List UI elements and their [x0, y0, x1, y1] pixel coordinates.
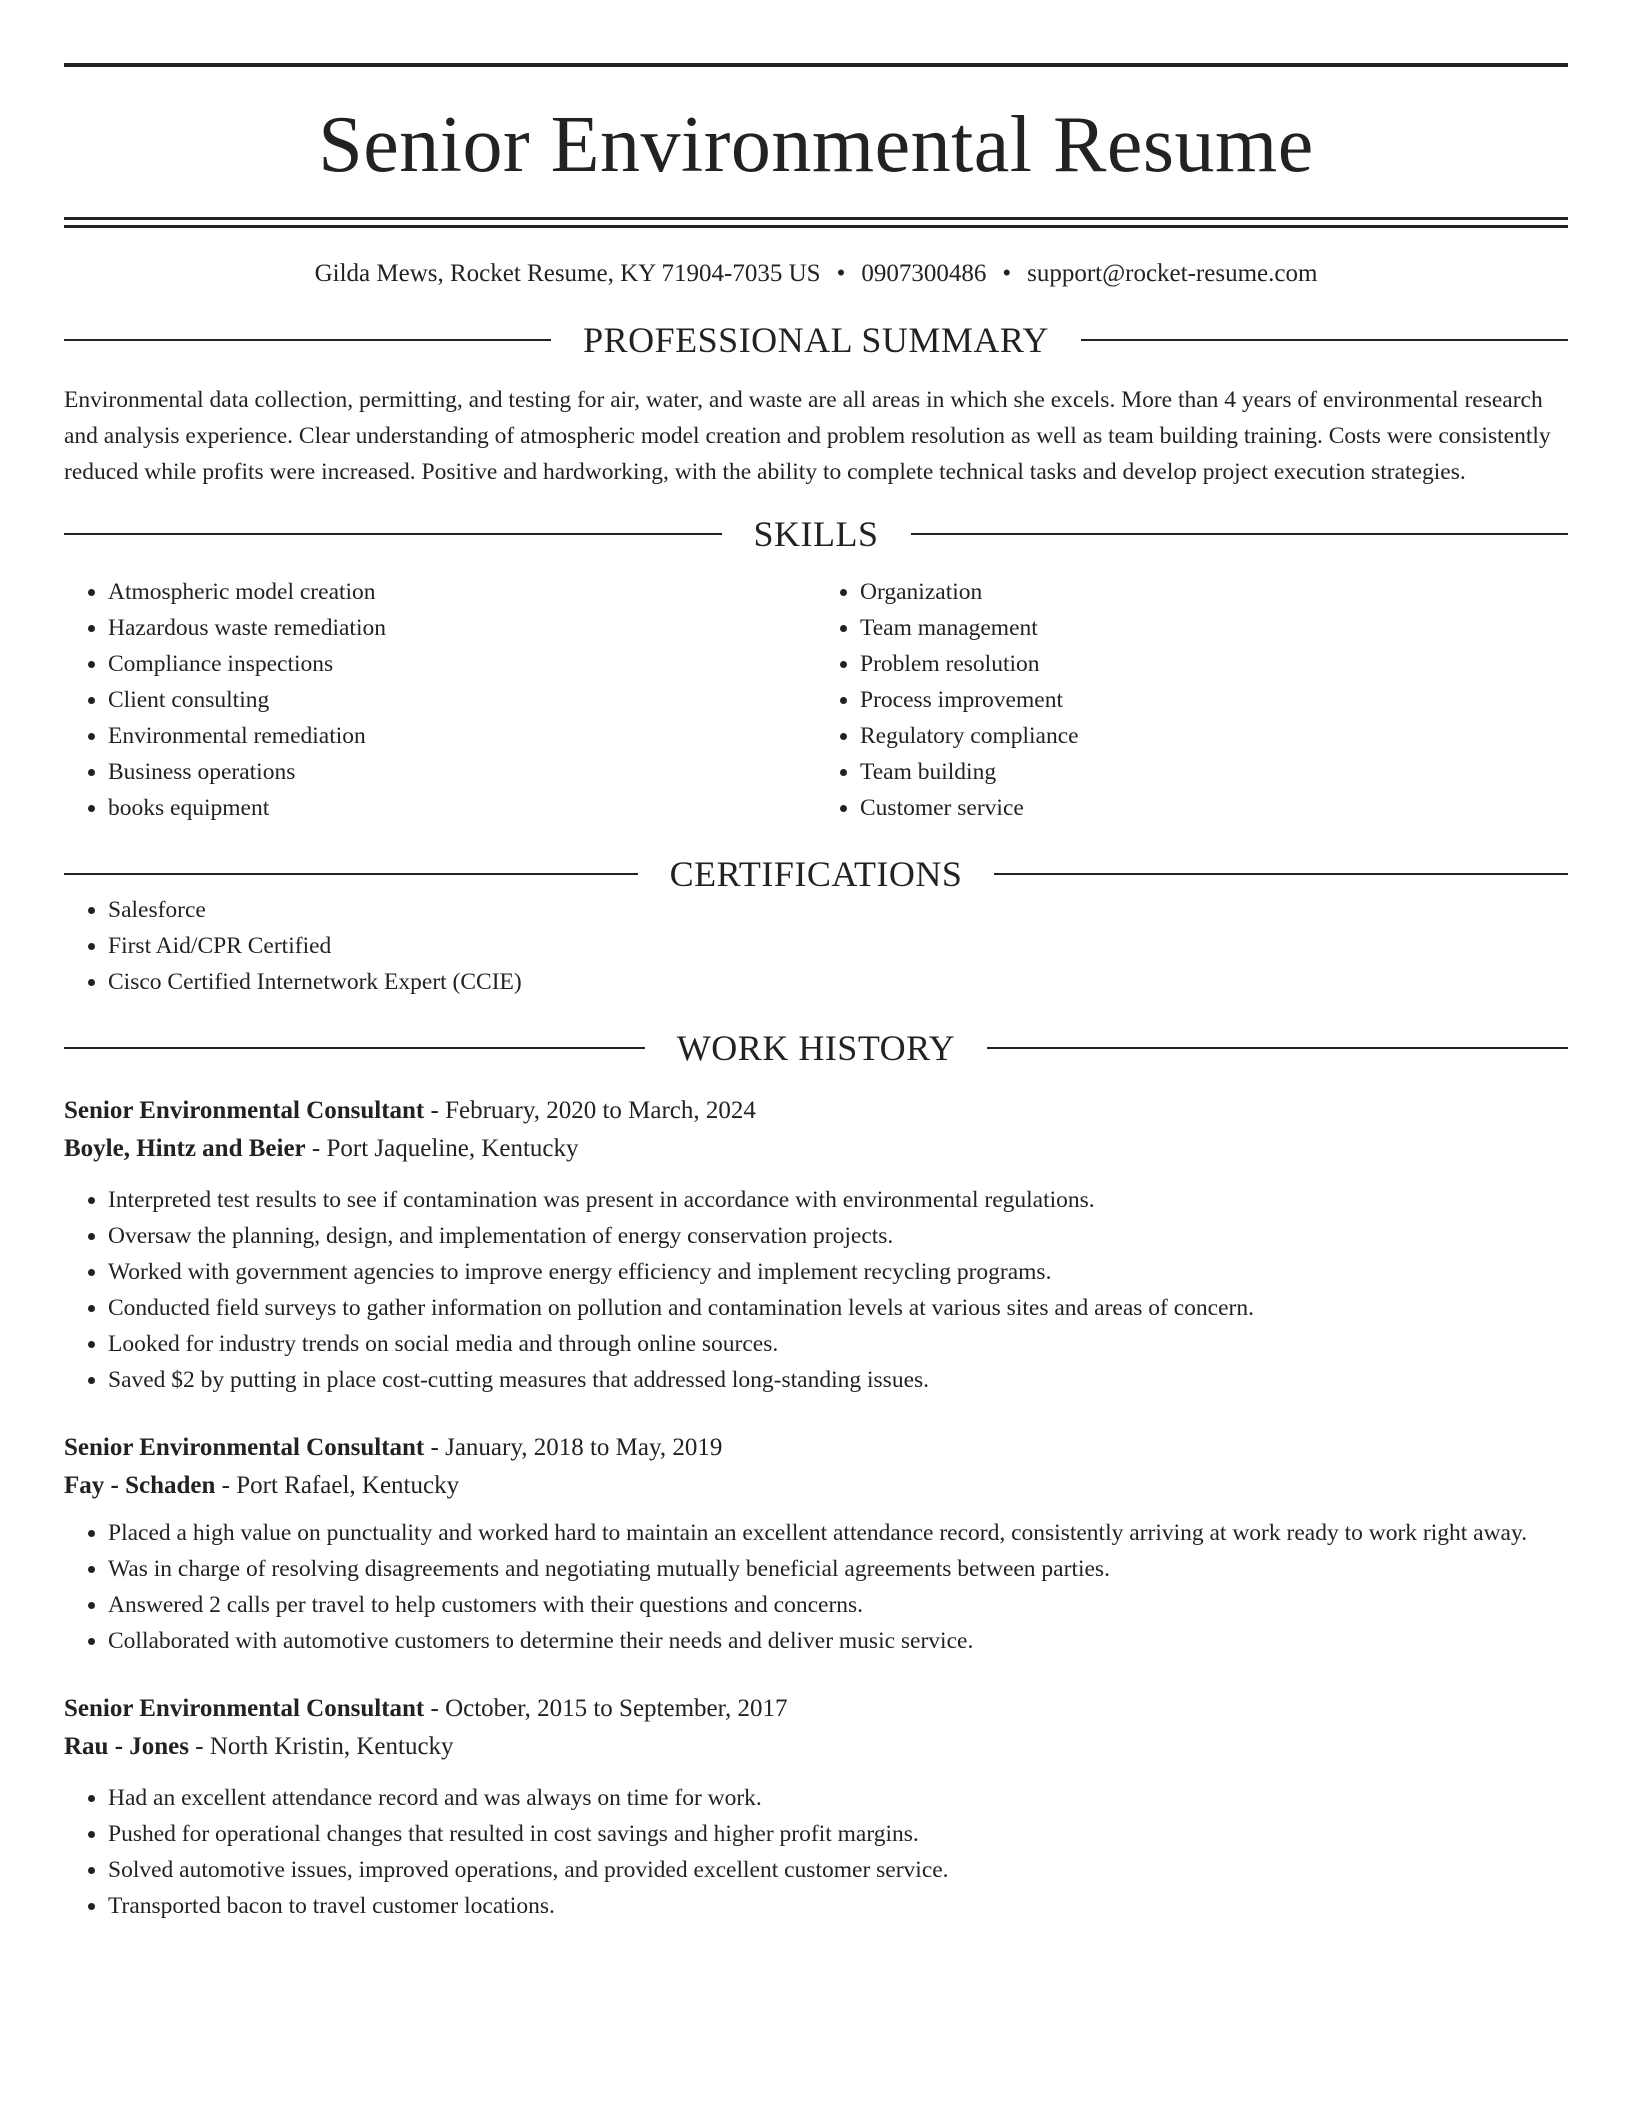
- skills-column-right: [816, 574, 1568, 826]
- skills-list-right: [816, 574, 1568, 826]
- section-title-certifications: CERTIFICATIONS: [669, 854, 963, 894]
- section-header-skills: [64, 516, 1568, 552]
- job-title-line: [64, 1429, 1568, 1467]
- contact-address: Gilda Mews, Rocket Resume, KY 71904-7035 US: [314, 260, 821, 287]
- skill-item: • Atmospheric model creation: [108, 574, 816, 610]
- job-bullets: [64, 1780, 1568, 1924]
- skill-item: • Regulatory compliance: [860, 718, 1568, 754]
- skill-item: • Organization: [860, 574, 1568, 610]
- skill-item: • Environmental remediation: [108, 718, 816, 754]
- job-dates: - January, 2018 to May, 2019: [424, 1434, 723, 1461]
- section-header-certifications: [64, 856, 1568, 892]
- divider-line: [64, 873, 638, 875]
- contact-phone: 0907300486: [861, 260, 987, 287]
- divider-line: [911, 533, 1569, 535]
- skill-item: • Business operations: [108, 754, 816, 790]
- job-bullet: • Was in charge of resolving disagreements and negotiating mutually beneficial agreements between parties.: [108, 1551, 1568, 1587]
- certifications-list: [64, 892, 1568, 1000]
- job-title: Senior Environmental Consultant: [64, 1097, 425, 1124]
- divider-line: [64, 1047, 645, 1049]
- resume-header: [64, 0, 1568, 228]
- section-title-summary: PROFESSIONAL SUMMARY: [583, 320, 1049, 360]
- job-bullet: • Worked with government agencies to improve energy efficiency and implement recycling programs.: [108, 1254, 1568, 1290]
- job-location: - Port Jaqueline, Kentucky: [305, 1135, 579, 1162]
- skill-item: • Problem resolution: [860, 646, 1568, 682]
- job-title-line: [64, 1690, 1568, 1728]
- skill-item: • books equipment: [108, 790, 816, 826]
- job-bullet: • Conducted field surveys to gather information on pollution and contamination levels at various sites and areas of concern.: [108, 1290, 1568, 1326]
- job-dates: - February, 2020 to March, 2024: [424, 1097, 756, 1124]
- divider-line: [1081, 339, 1568, 341]
- divider-line: [64, 339, 551, 341]
- job-bullet: • Oversaw the planning, design, and implementation of energy conservation projects.: [108, 1218, 1568, 1254]
- contact-separator: •: [836, 260, 846, 287]
- skill-item: • Hazardous waste remediation: [108, 610, 816, 646]
- job-company: Rau - Jones: [64, 1733, 190, 1760]
- contact-line: [64, 261, 1568, 286]
- skill-item: • Compliance inspections: [108, 646, 816, 682]
- summary-text: Environmental data collection, permitting, and testing for air, water, and waste are all areas in which she excels. More than 4 years of environmental research and analysis experience. Clear understanding of atmospheric model creation and problem resolution as well as team building training. Costs were consistently reduced while profits were increased. Positive and hardworking, with the ability to complete technical tasks and develop project execution strategies.: [64, 387, 1551, 485]
- certification-item: • First Aid/CPR Certified: [108, 928, 1568, 964]
- job-bullets: [64, 1182, 1568, 1398]
- job-entry: [64, 1690, 1568, 1924]
- job-bullets: [64, 1515, 1568, 1659]
- job-bullet: • Solved automotive issues, improved operations, and provided excellent customer service.: [108, 1852, 1568, 1888]
- job-bullet: • Had an excellent attendance record and was always on time for work.: [108, 1780, 1568, 1816]
- job-bullet: • Looked for industry trends on social media and through online sources.: [108, 1326, 1568, 1362]
- job-bullet: • Saved $2 by putting in place cost-cutting measures that addressed long-standing issues.: [108, 1362, 1568, 1398]
- job-title: Senior Environmental Consultant: [64, 1695, 425, 1722]
- certification-item: • Cisco Certified Internetwork Expert (CCIE): [108, 964, 1568, 1000]
- job-bullet: • Collaborated with automotive customers to determine their needs and deliver music service.: [108, 1623, 1568, 1659]
- contact-separator: •: [1002, 260, 1012, 287]
- skill-item: • Client consulting: [108, 682, 816, 718]
- job-dates: - October, 2015 to September, 2017: [424, 1695, 788, 1722]
- job-bullet: • Placed a high value on punctuality and worked hard to maintain an excellent attendance record, consistently arriving at work ready to work right away.: [108, 1515, 1568, 1551]
- skills-grid: [64, 574, 1568, 826]
- skill-item: • Team building: [860, 754, 1568, 790]
- skill-item: • Team management: [860, 610, 1568, 646]
- skill-item: • Process improvement: [860, 682, 1568, 718]
- job-bullet: • Answered 2 calls per travel to help customers with their questions and concerns.: [108, 1587, 1568, 1623]
- skills-list-left: [64, 574, 816, 826]
- job-entry: [64, 1429, 1568, 1659]
- contact-email[interactable]: support@rocket-resume.com: [1027, 260, 1318, 287]
- section-title-work-history: WORK HISTORY: [676, 1028, 956, 1068]
- resume-title: Senior Environmental Resume: [318, 101, 1314, 189]
- job-entry: [64, 1092, 1568, 1398]
- job-title-line: [64, 1092, 1568, 1130]
- job-bullet: • Transported bacon to travel customer locations.: [108, 1888, 1568, 1924]
- job-company-line: [64, 1728, 1568, 1766]
- divider-line: [64, 533, 722, 535]
- header-double-rule: [64, 217, 1568, 228]
- section-header-summary: [64, 322, 1568, 358]
- job-company-line: [64, 1130, 1568, 1168]
- job-company: Fay - Schaden: [64, 1472, 216, 1499]
- divider-line: [987, 1047, 1568, 1049]
- job-company: Boyle, Hintz and Beier: [64, 1135, 306, 1162]
- job-location: - North Kristin, Kentucky: [189, 1733, 454, 1760]
- job-location: - Port Rafael, Kentucky: [215, 1472, 460, 1499]
- divider-line: [994, 873, 1568, 875]
- job-bullet: • Pushed for operational changes that resulted in cost savings and higher profit margins.: [108, 1816, 1568, 1852]
- job-title: Senior Environmental Consultant: [64, 1434, 425, 1461]
- job-company-line: [64, 1467, 1568, 1505]
- section-title-skills: SKILLS: [753, 514, 879, 554]
- certification-item: • Salesforce: [108, 892, 1568, 928]
- skill-item: • Customer service: [860, 790, 1568, 826]
- skills-column-left: [64, 574, 816, 826]
- job-bullet: • Interpreted test results to see if contamination was present in accordance with environmental regulations.: [108, 1182, 1568, 1218]
- section-header-work-history: [64, 1030, 1568, 1066]
